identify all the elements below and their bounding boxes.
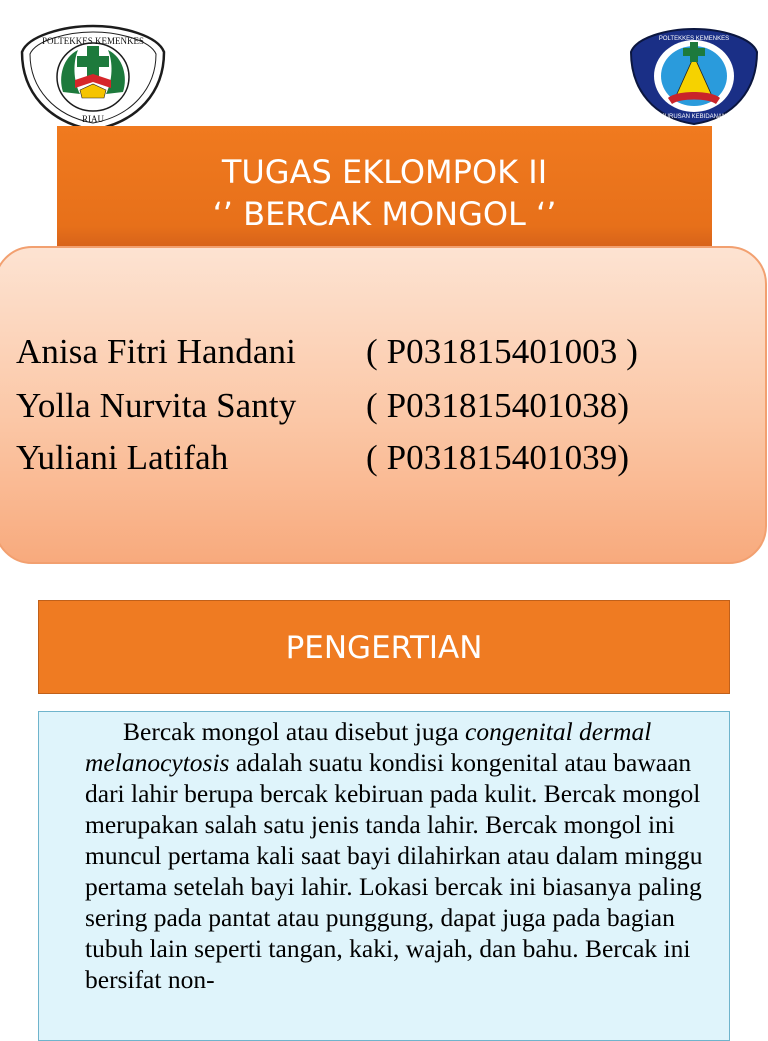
logo-right-top-text: POLTEKKES KEMENKES [658,36,730,42]
definition-text-1: Bercak mongol atau disebut juga [123,717,466,746]
definition-panel [38,711,730,1041]
logo-left-top-text: POLTEKKES KEMENKES [42,36,144,46]
logo-right-bottom-text: JURUSAN KEBIDANAN [661,114,727,120]
member-name: Anisa Fitri Handani [16,332,296,371]
member-row [16,332,638,372]
definition-term: congenital dermal melanocytosis [85,717,652,777]
definition-paragraph [85,716,725,995]
member-id: ( P031815401003 ) [366,332,638,371]
member-name: Yolla Nurvita Santy [16,386,297,425]
title-line-2: ‘’ BERCAK MONGOL ‘’ [212,195,557,233]
logo-left-bottom-text: RIAU [82,114,104,124]
title-line-1: TUGAS EKLOMPOK II [221,153,548,191]
group-members-panel [0,246,767,564]
jurusan-kebidanan-logo [628,26,760,126]
member-row [16,386,630,426]
title-banner [57,126,712,251]
member-name: Yuliani Latifah [16,438,229,477]
poltekkes-riau-logo [18,22,168,132]
member-row [16,438,630,478]
member-id: ( P031815401038) [366,386,630,425]
definition-text-2: adalah suatu kondisi kongenital atau bawaan dari lahir berupa bercak kebiruan pada kulit. Bercak mongol merupakan salah satu jenis tanda lahir. Bercak mongol ini muncul pertama kali saat bayi dilahirkan atau dalam minggu pertama setelah bayi lahir. Lokasi bercak ini biasanya paling sering pada pantat atau punggung, dapat juga pada bagian tubuh lain seperti tangan, kaki, wajah, dan bahu. Bercak ini bersifat non- [85,748,703,994]
member-id: ( P031815401039) [366,438,630,477]
section-heading: PENGERTIAN [38,600,730,694]
